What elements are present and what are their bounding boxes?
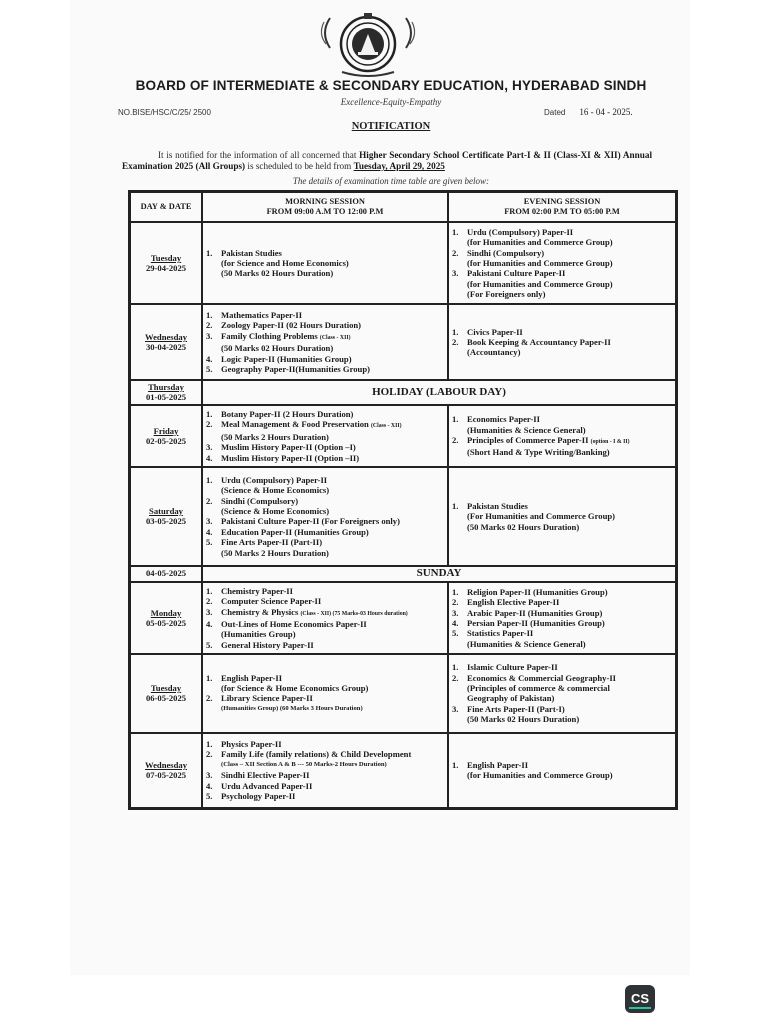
paper-entry bbox=[221, 354, 444, 364]
item-number: 1. bbox=[452, 500, 459, 511]
item-number: 1. bbox=[452, 759, 459, 770]
morning-session-cell bbox=[202, 654, 448, 732]
paper-entry bbox=[467, 501, 672, 532]
paper-title: Economics & Commercial Geography-II bbox=[467, 672, 617, 683]
paper-entry bbox=[221, 739, 444, 749]
paper-entry bbox=[221, 516, 444, 526]
list-item bbox=[206, 419, 444, 442]
paper-entry bbox=[467, 587, 672, 597]
evening-paper-list bbox=[452, 414, 672, 458]
evening-session-cell bbox=[448, 405, 676, 467]
item-number: 4. bbox=[206, 526, 213, 537]
paper-title: Geography Paper-II(Humanities Group) bbox=[221, 363, 370, 374]
table-row bbox=[130, 582, 676, 654]
header-morning-title: MORNING SESSION bbox=[285, 197, 365, 206]
exam-date: 04-05-2025 bbox=[145, 568, 187, 579]
paper-entry bbox=[221, 640, 444, 650]
list-item bbox=[206, 537, 444, 558]
list-item bbox=[206, 496, 444, 517]
day-date-cell bbox=[130, 405, 202, 467]
paper-detail: (for Science and Home Economics) bbox=[221, 258, 349, 269]
header-evening-time: FROM 02:00 P.M TO 05:00 P.M bbox=[504, 207, 620, 216]
item-number: 1. bbox=[206, 739, 213, 750]
list-item bbox=[206, 739, 444, 749]
item-number: 5. bbox=[206, 363, 213, 374]
paper-entry bbox=[467, 327, 672, 337]
paper-detail: (Short Hand & Type Writing/Banking) bbox=[467, 447, 610, 458]
paper-title: Family Life (family relations) & Child Development bbox=[221, 749, 412, 760]
evening-paper-list bbox=[452, 760, 672, 781]
paper-title: Pakistani Culture Paper-II bbox=[467, 268, 566, 279]
item-number: 3. bbox=[452, 703, 459, 714]
list-item bbox=[206, 248, 444, 279]
day-date-cell bbox=[130, 222, 202, 304]
paper-detail: (Accountancy) bbox=[467, 347, 521, 358]
paper-entry bbox=[221, 248, 444, 279]
paper-title: Mathematics Paper-II bbox=[221, 309, 303, 320]
paper-title: Computer Science Paper-II bbox=[221, 596, 322, 607]
day-date-cell bbox=[130, 304, 202, 379]
notification-title: NOTIFICATION bbox=[351, 121, 431, 132]
paper-entry bbox=[221, 331, 444, 354]
paper-title: Library Science Paper-II bbox=[221, 693, 313, 704]
item-number: 1. bbox=[206, 408, 213, 419]
paper-title: Fine Arts Paper-II (Part-II) bbox=[221, 537, 323, 548]
item-number: 2. bbox=[206, 419, 213, 430]
no-exam-day-label: SUNDAY bbox=[202, 566, 676, 582]
table-header-row bbox=[130, 192, 676, 222]
paper-detail: (Class – XII Section A & B --- 50 Marks-2 Hours Duration) bbox=[221, 760, 387, 768]
list-item bbox=[452, 618, 672, 628]
list-item bbox=[206, 596, 444, 606]
paper-title: Urdu (Compulsory) Paper-II bbox=[221, 474, 328, 485]
paper-entry bbox=[221, 527, 444, 537]
paper-title: Book Keeping & Accountancy Paper-II bbox=[467, 336, 611, 347]
item-number: 2. bbox=[206, 320, 213, 331]
table-row bbox=[130, 222, 676, 304]
item-number: 5. bbox=[206, 791, 213, 802]
paper-entry bbox=[467, 248, 672, 269]
paper-detail: (Humanities Group) (60 Marks 3 Hours Duration) bbox=[221, 704, 363, 712]
table-row bbox=[130, 733, 676, 808]
paper-title: Out-Lines of Home Economics Paper-II bbox=[221, 618, 367, 629]
dated-line bbox=[544, 107, 633, 117]
list-item bbox=[206, 693, 444, 714]
item-number: 3. bbox=[452, 607, 459, 618]
paper-entry bbox=[221, 781, 444, 791]
list-item bbox=[206, 442, 444, 452]
paper-detail: (for Humanities and Commerce Group) bbox=[467, 278, 613, 289]
table-row bbox=[130, 467, 676, 566]
morning-paper-list bbox=[206, 475, 444, 558]
paper-detail: (Humanities & Science General) bbox=[467, 424, 586, 435]
paper-title: Chemistry Paper-II bbox=[221, 585, 293, 596]
paper-entry bbox=[221, 364, 444, 374]
list-item bbox=[452, 662, 672, 672]
list-item bbox=[452, 227, 672, 248]
header-evening-session bbox=[448, 192, 676, 222]
list-item bbox=[206, 586, 444, 596]
day-name: Saturday bbox=[149, 505, 183, 516]
item-number: 1. bbox=[452, 586, 459, 597]
item-number: 2. bbox=[206, 495, 213, 506]
list-item bbox=[452, 608, 672, 618]
item-number: 2. bbox=[452, 247, 459, 258]
exam-date: 03-05-2025 bbox=[145, 516, 187, 527]
list-item bbox=[206, 619, 444, 640]
list-item bbox=[206, 640, 444, 650]
paper-entry bbox=[467, 618, 672, 628]
morning-session-cell bbox=[202, 405, 448, 467]
header-morning-time: FROM 09:00 A.M TO 12:00 P.M bbox=[266, 207, 384, 216]
day-name: Thursday bbox=[148, 381, 184, 392]
details-line: The details of examination time table are given below: bbox=[292, 176, 490, 186]
list-item bbox=[452, 327, 672, 337]
bise-seal-logo-icon bbox=[312, 8, 424, 78]
paper-entry bbox=[221, 310, 444, 320]
evening-session-cell bbox=[448, 733, 676, 808]
intro-text-1: It is notified for the information of all concerned that bbox=[158, 150, 360, 160]
morning-paper-list bbox=[206, 673, 444, 715]
exam-date: 30-04-2025 bbox=[145, 342, 187, 353]
paper-entry bbox=[467, 414, 672, 435]
paper-entry bbox=[221, 596, 444, 606]
item-number: 2. bbox=[206, 693, 213, 704]
list-item bbox=[452, 597, 672, 607]
paper-detail: (Humanities & Science General) bbox=[467, 638, 586, 649]
paper-entry bbox=[221, 619, 444, 640]
exam-timetable bbox=[128, 190, 678, 810]
paper-entry bbox=[467, 704, 672, 725]
item-number: 1. bbox=[206, 474, 213, 485]
morning-paper-list bbox=[206, 409, 444, 463]
paper-title: General History Paper-II bbox=[221, 639, 314, 650]
list-item bbox=[206, 475, 444, 496]
list-item bbox=[206, 749, 444, 770]
exam-date: 29-04-2025 bbox=[145, 263, 187, 274]
paper-entry bbox=[221, 586, 444, 596]
paper-detail: (50 Marks 02 Hours Duration) bbox=[221, 343, 334, 354]
paper-entry bbox=[221, 607, 444, 619]
item-number: 3. bbox=[206, 516, 213, 527]
paper-title: Statistics Paper-II bbox=[467, 628, 534, 639]
paper-entry bbox=[467, 760, 672, 781]
paper-entry bbox=[221, 693, 444, 714]
paper-title: Family Clothing Problems bbox=[221, 330, 318, 341]
day-date-cell bbox=[130, 654, 202, 732]
list-item bbox=[206, 364, 444, 374]
paper-title: English Elective Paper-II bbox=[467, 597, 560, 608]
paper-title: Physics Paper-II bbox=[221, 739, 282, 750]
paper-title: Persian Paper-II (Humanities Group) bbox=[467, 617, 605, 628]
list-item bbox=[206, 673, 444, 694]
paper-detail: (Humanities Group) bbox=[221, 629, 296, 640]
list-item bbox=[452, 248, 672, 269]
paper-title: Arabic Paper-II (Humanities Group) bbox=[467, 607, 603, 618]
list-item bbox=[452, 704, 672, 725]
evening-paper-list bbox=[452, 587, 672, 649]
item-number: 3. bbox=[452, 268, 459, 279]
evening-paper-list bbox=[452, 501, 672, 532]
day-name: Friday bbox=[153, 425, 179, 436]
intro-exam-name: Higher Secondary School Certificate Part-I & II (Class-XI & XII) Annual Examination 2025 (All Groups) bbox=[122, 150, 652, 171]
item-number: 1. bbox=[206, 247, 213, 258]
item-number: 1. bbox=[206, 672, 213, 683]
list-item bbox=[206, 331, 444, 354]
list-item bbox=[452, 435, 672, 458]
item-number: 1. bbox=[206, 309, 213, 320]
table-row bbox=[130, 566, 676, 582]
exam-date: 05-05-2025 bbox=[145, 617, 187, 628]
item-number: 2. bbox=[452, 597, 459, 608]
evening-session-cell bbox=[448, 304, 676, 379]
list-item bbox=[452, 501, 672, 532]
morning-session-cell bbox=[202, 222, 448, 304]
paper-detail: (for Humanities and Commerce Group) bbox=[467, 770, 613, 781]
day-date-cell bbox=[130, 566, 202, 582]
day-date-cell bbox=[130, 467, 202, 566]
paper-title: Fine Arts Paper-II (Part-I) bbox=[467, 703, 565, 714]
list-item bbox=[206, 781, 444, 791]
paper-title: Sindhi (Compulsory) bbox=[221, 495, 299, 506]
exam-date: 06-05-2025 bbox=[145, 693, 187, 704]
evening-session-cell bbox=[448, 222, 676, 304]
evening-paper-list bbox=[452, 227, 672, 300]
paper-title: Sindhi Elective Paper-II bbox=[221, 770, 310, 781]
morning-session-cell bbox=[202, 304, 448, 379]
paper-detail: Geography of Pakistan) bbox=[467, 693, 555, 704]
item-number: 4. bbox=[206, 353, 213, 364]
header-day-date: DAY & DATE bbox=[130, 192, 202, 222]
list-item bbox=[206, 516, 444, 526]
list-item bbox=[206, 527, 444, 537]
paper-title: Pakistan Studies bbox=[467, 500, 528, 511]
paper-note-small: (Class - XII) bbox=[319, 334, 351, 341]
evening-paper-list bbox=[452, 662, 672, 724]
list-item bbox=[452, 414, 672, 435]
intro-text-2: is scheduled to be held from bbox=[245, 161, 354, 171]
list-item bbox=[206, 310, 444, 320]
paper-entry bbox=[221, 791, 444, 801]
morning-session-cell bbox=[202, 733, 448, 808]
paper-entry bbox=[467, 662, 672, 672]
item-number: 2. bbox=[452, 672, 459, 683]
table-row bbox=[130, 380, 676, 405]
paper-entry bbox=[221, 496, 444, 517]
day-name: Wednesday bbox=[144, 759, 188, 770]
item-number: 1. bbox=[452, 326, 459, 337]
intro-start-date: Tuesday, April 29, 2025 bbox=[353, 161, 445, 171]
paper-entry bbox=[467, 628, 672, 649]
reference-number: NO.BISE/HSC/C/25/ 2500 bbox=[118, 108, 211, 117]
paper-title: Psychology Paper-II bbox=[221, 791, 296, 802]
list-item bbox=[206, 320, 444, 330]
item-number: 1. bbox=[206, 585, 213, 596]
intro-paragraph bbox=[122, 150, 652, 172]
paper-title: Zoology Paper-II (02 Hours Duration) bbox=[221, 320, 362, 331]
evening-session-cell bbox=[448, 582, 676, 654]
paper-entry bbox=[221, 442, 444, 452]
evening-paper-list bbox=[452, 327, 672, 358]
list-item bbox=[206, 409, 444, 419]
paper-entry bbox=[467, 597, 672, 607]
board-motto: Excellence-Equity-Empathy bbox=[340, 97, 442, 107]
item-number: 2. bbox=[452, 434, 459, 445]
timetable-body bbox=[130, 222, 676, 808]
dated-value: 16 - 04 - 2025. bbox=[579, 107, 633, 117]
paper-note-small: (Class - XII) (75 Marks-03 Hours duration) bbox=[300, 610, 408, 617]
paper-entry bbox=[221, 320, 444, 330]
table-row bbox=[130, 654, 676, 732]
table-row bbox=[130, 304, 676, 379]
paper-detail: (for Humanities and Commerce Group) bbox=[467, 258, 613, 269]
paper-entry bbox=[467, 227, 672, 248]
paper-entry bbox=[467, 435, 672, 458]
paper-title: Principles of Commerce Paper-II bbox=[467, 434, 589, 445]
list-item bbox=[452, 337, 672, 358]
exam-date: 02-05-2025 bbox=[145, 435, 187, 446]
list-item bbox=[452, 628, 672, 649]
paper-title: Chemistry & Physics bbox=[221, 606, 299, 617]
paper-detail: (For Humanities and Commerce Group) bbox=[467, 511, 615, 522]
paper-detail: (50 Marks 02 Hours Duration) bbox=[467, 521, 580, 532]
day-name: Monday bbox=[150, 607, 182, 618]
paper-title: Pakistan Studies bbox=[221, 247, 282, 258]
paper-title: Logic Paper-II (Humanities Group) bbox=[221, 353, 352, 364]
dated-label: Dated bbox=[544, 108, 566, 117]
morning-paper-list bbox=[206, 586, 444, 650]
paper-detail: (Science & Home Economics) bbox=[221, 505, 330, 516]
paper-entry bbox=[467, 608, 672, 618]
paper-title: Civics Paper-II bbox=[467, 326, 523, 337]
paper-detail: (for Science & Home Economics Group) bbox=[221, 682, 369, 693]
item-number: 2. bbox=[206, 749, 213, 760]
board-title: BOARD OF INTERMEDIATE & SECONDARY EDUCATION, HYDERABAD SINDH bbox=[135, 78, 647, 93]
item-number: 5. bbox=[452, 628, 459, 639]
morning-paper-list bbox=[206, 739, 444, 801]
list-item bbox=[452, 760, 672, 781]
paper-entry bbox=[467, 337, 672, 358]
paper-title: Urdu Advanced Paper-II bbox=[221, 780, 313, 791]
item-number: 5. bbox=[206, 639, 213, 650]
morning-session-cell bbox=[202, 582, 448, 654]
paper-title: Muslim History Paper-II (Option –I) bbox=[221, 442, 356, 453]
day-date-cell bbox=[130, 582, 202, 654]
day-date-cell bbox=[130, 380, 202, 405]
item-number: 1. bbox=[452, 414, 459, 425]
evening-session-cell bbox=[448, 467, 676, 566]
paper-title: Muslim History Paper-II (Option –II) bbox=[221, 452, 360, 463]
paper-note-small: (option - I & II) bbox=[590, 438, 630, 445]
list-item bbox=[206, 354, 444, 364]
paper-entry bbox=[221, 419, 444, 442]
paper-entry bbox=[221, 673, 444, 694]
paper-title: Urdu (Compulsory) Paper-II bbox=[467, 226, 574, 237]
exam-date: 07-05-2025 bbox=[145, 770, 187, 781]
paper-title: English Paper-II bbox=[221, 672, 283, 683]
day-name: Tuesday bbox=[150, 682, 182, 693]
paper-title: Pakistani Culture Paper-II (For Foreigners only) bbox=[221, 516, 400, 527]
paper-detail: (50 Marks 02 Hours Duration) bbox=[467, 714, 580, 725]
morning-paper-list bbox=[206, 248, 444, 279]
paper-entry bbox=[221, 475, 444, 496]
paper-entry bbox=[221, 537, 444, 558]
table-row bbox=[130, 405, 676, 467]
paper-title: Meal Management & Food Preservation bbox=[221, 419, 369, 430]
paper-entry bbox=[467, 673, 672, 704]
item-number: 3. bbox=[206, 606, 213, 617]
item-number: 5. bbox=[206, 537, 213, 548]
paper-note-small: (Class - XII) bbox=[370, 423, 402, 430]
paper-title: Education Paper-II (Humanities Group) bbox=[221, 526, 369, 537]
paper-detail: (50 Marks 2 Hours Duration) bbox=[221, 431, 329, 442]
paper-title: Sindhi (Compulsory) bbox=[467, 247, 545, 258]
paper-detail: (for Humanities and Commerce Group) bbox=[467, 237, 613, 248]
list-item bbox=[206, 791, 444, 801]
item-number: 4. bbox=[206, 780, 213, 791]
list-item bbox=[452, 268, 672, 299]
list-item bbox=[206, 770, 444, 780]
paper-detail: (For Foreigners only) bbox=[467, 289, 546, 300]
paper-title: Religion Paper-II (Humanities Group) bbox=[467, 586, 608, 597]
morning-paper-list bbox=[206, 310, 444, 374]
item-number: 3. bbox=[206, 330, 213, 341]
item-number: 4. bbox=[206, 618, 213, 629]
list-item bbox=[452, 673, 672, 704]
header-morning-session bbox=[202, 192, 448, 222]
day-name: Tuesday bbox=[150, 252, 182, 263]
list-item bbox=[206, 607, 444, 619]
exam-date: 01-05-2025 bbox=[145, 392, 187, 403]
item-number: 3. bbox=[206, 770, 213, 781]
item-number: 2. bbox=[206, 596, 213, 607]
paper-title: Botany Paper-II (2 Hours Duration) bbox=[221, 408, 354, 419]
paper-detail: (Science & Home Economics) bbox=[221, 485, 330, 496]
day-date-cell bbox=[130, 733, 202, 808]
list-item bbox=[452, 587, 672, 597]
header-evening-title: EVENING SESSION bbox=[523, 197, 601, 206]
paper-entry bbox=[221, 749, 444, 770]
day-name: Wednesday bbox=[144, 331, 188, 342]
item-number: 4. bbox=[452, 617, 459, 628]
no-exam-day-label: HOLIDAY (LABOUR DAY) bbox=[202, 380, 676, 405]
paper-detail: (50 Marks 02 Hours Duration) bbox=[221, 268, 334, 279]
item-number: 4. bbox=[206, 452, 213, 463]
morning-session-cell bbox=[202, 467, 448, 566]
camscanner-badge-icon: CS bbox=[625, 985, 655, 1013]
list-item bbox=[206, 453, 444, 463]
paper-entry bbox=[221, 770, 444, 780]
paper-entry bbox=[221, 453, 444, 463]
item-number: 1. bbox=[452, 226, 459, 237]
paper-detail: (50 Marks 2 Hours Duration) bbox=[221, 547, 329, 558]
paper-title: Islamic Culture Paper-II bbox=[467, 662, 558, 673]
item-number: 2. bbox=[452, 336, 459, 347]
evening-session-cell bbox=[448, 654, 676, 732]
paper-entry bbox=[467, 268, 672, 299]
paper-title: English Paper-II bbox=[467, 759, 529, 770]
paper-detail: (Principles of commerce & commercial bbox=[467, 682, 610, 693]
paper-title: Economics Paper-II bbox=[467, 414, 540, 425]
paper-entry bbox=[221, 409, 444, 419]
item-number: 1. bbox=[452, 662, 459, 673]
item-number: 3. bbox=[206, 442, 213, 453]
